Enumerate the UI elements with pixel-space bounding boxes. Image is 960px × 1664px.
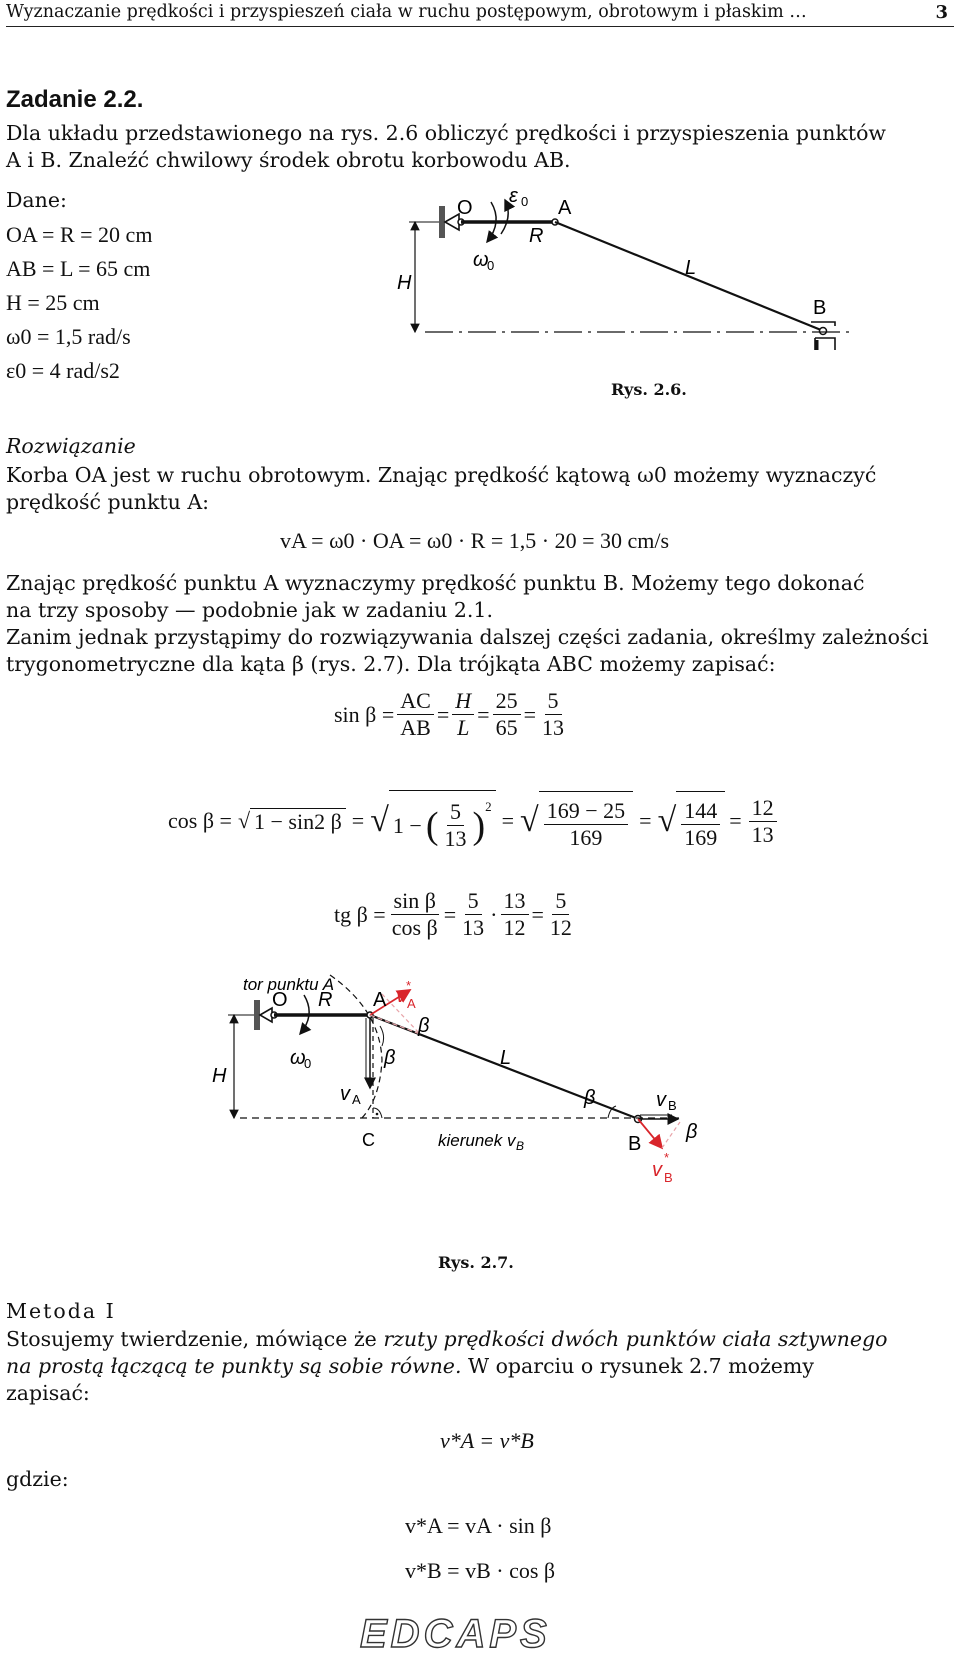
solution-p3-a: Zanim jednak przystąpimy do rozwiązywania dalszej części zadania, określmy zależności	[6, 625, 929, 649]
label-omega: ω	[473, 249, 489, 271]
label-a: A	[558, 197, 572, 219]
task-line-1: Dla układu przedstawionego na rys. 2.6 obliczyć prędkości i przyspieszenia punktów	[6, 121, 886, 145]
label-l: L	[685, 257, 697, 279]
figure-2-7-caption: Rys. 2.7.	[438, 1253, 514, 1272]
solution-p1-b: prędkość punktu A:	[6, 490, 210, 514]
given-oa: OA = R = 20 cm	[6, 222, 153, 247]
equation-va-star: v*A = vA · sin β	[405, 1513, 552, 1538]
svg-text:0: 0	[487, 258, 495, 273]
method-p1-line2: na prostą łączącą te punkty są sobie równe. W oparciu o rysunek 2.7 możemy	[6, 1354, 814, 1378]
label-r: R	[318, 989, 333, 1011]
label-beta-b2: β	[686, 1121, 698, 1143]
solution-heading: Rozwiązanie	[6, 434, 136, 458]
velocity-vb-star	[638, 1119, 662, 1148]
equation-cos-beta: cos β = √ 1 − sin2 β = √ 1 − ( $\frac{5}{13}$ ) $^2$ = √ $\frac{169 - 25}{169}$ = √ $\frac{144}{169}$ = $\frac{12}{13}$	[168, 790, 780, 852]
figure-2-6-caption: Rys. 2.6.	[611, 380, 687, 399]
solution-p2-a: Znając prędkość punktu A wyznaczymy prędkość punktu B. Możemy tego dokonać	[6, 571, 865, 595]
solution-p3-b: trygonometryczne dla kąta β (rys. 2.7). Dla trójkąta ABC możemy zapisać:	[6, 652, 776, 676]
given-ab: AB = L = 65 cm	[6, 256, 151, 281]
label-tor: tor punktu A	[243, 975, 335, 994]
label-h: H	[212, 1065, 227, 1087]
label-b: B	[628, 1133, 642, 1155]
solution-p1-a: Korba OA jest w ruchu obrotowym. Znając prędkość kątową ω0 możemy wyznaczyć	[6, 463, 877, 487]
svg-text:*: *	[664, 1150, 670, 1165]
label-epsilon: ε	[509, 185, 518, 207]
equation-vb-star: v*B = vB · cos β	[405, 1558, 556, 1583]
header-title: Wyznaczanie prędkości i przyspieszeń ciała w ruchu postępowym, obrotowym i płaskim …	[6, 2, 807, 22]
method-heading: Metoda I	[6, 1299, 116, 1323]
label-c: C	[362, 1130, 375, 1150]
svg-text:A: A	[407, 996, 416, 1011]
label-beta-a1: β	[418, 1015, 430, 1037]
svg-text:B: B	[664, 1170, 673, 1185]
where-label: gdzie:	[6, 1467, 69, 1491]
label-o: O	[272, 989, 288, 1011]
svg-text:*: *	[406, 978, 412, 993]
equation-va: vA = ω0 · OA = ω0 · R = 1,5 · 20 = 30 cm/s	[280, 528, 670, 553]
figure-2-6	[395, 180, 905, 390]
page-number: 3	[935, 2, 948, 23]
given-omega: ω0 = 1,5 rad/s	[6, 324, 131, 349]
task-line-2: A i B. Znaleźć chwilowy środek obrotu korbowodu AB.	[6, 148, 571, 172]
label-l: L	[500, 1047, 512, 1069]
svg-text:B: B	[668, 1098, 677, 1113]
slider-b-top	[811, 322, 835, 326]
label-o: O	[457, 197, 473, 219]
edcaps-logo: EDCAPS	[360, 1612, 551, 1656]
label-beta-b1: β	[584, 1087, 596, 1109]
label-r: R	[529, 225, 544, 247]
svg-text:B: B	[516, 1139, 525, 1153]
svg-text:A: A	[352, 1092, 361, 1107]
equation-tg-beta: tg β = $\frac{\text{sin β}}{\text{cos β}}$ = $\frac{5}{13}$ · $\frac{13}{12}$ = $\frac{5}{12}$	[334, 888, 572, 940]
label-omega: ω	[290, 1047, 306, 1069]
page-header	[6, 2, 954, 27]
figure-2-7	[210, 970, 770, 1250]
label-va-star: v	[396, 985, 406, 1007]
pin-support-o	[260, 1008, 272, 1022]
solution-p2-b: na trzy sposoby — podobnie jak w zadaniu 2.1.	[6, 598, 493, 622]
label-va: v	[340, 1083, 350, 1105]
label-b: B	[813, 297, 827, 319]
label-h: H	[397, 272, 412, 294]
svg-text:0: 0	[521, 194, 529, 209]
label-beta-a2: β	[384, 1047, 396, 1069]
method-p1-line3: zapisać:	[6, 1381, 90, 1405]
label-vb: v	[656, 1089, 666, 1111]
label-vb-star: v	[652, 1159, 662, 1181]
projection-b	[662, 1122, 680, 1148]
given-h: H = 25 cm	[6, 290, 100, 315]
epsilon-arrow	[501, 200, 508, 234]
label-a: A	[373, 989, 387, 1011]
equation-projections: v*A = v*B	[440, 1428, 534, 1453]
given-eps: ε0 = 4 rad/s2	[6, 358, 120, 383]
task-heading: Zadanie 2.2.	[6, 86, 144, 113]
svg-text:0: 0	[304, 1056, 312, 1071]
equation-sin-beta: sin β = $\frac{AC}{AB}$ = $\frac{H}{L}$ = $\frac{25}{65}$ = $\frac{5}{13}$	[334, 688, 564, 740]
given-label: Dane:	[6, 188, 67, 212]
method-p1-line1: Stosujemy twierdzenie, mówiące że rzuty prędkości dwóch punktów ciała sztywnego	[6, 1327, 888, 1351]
label-kierunek: kierunek v	[438, 1131, 516, 1150]
